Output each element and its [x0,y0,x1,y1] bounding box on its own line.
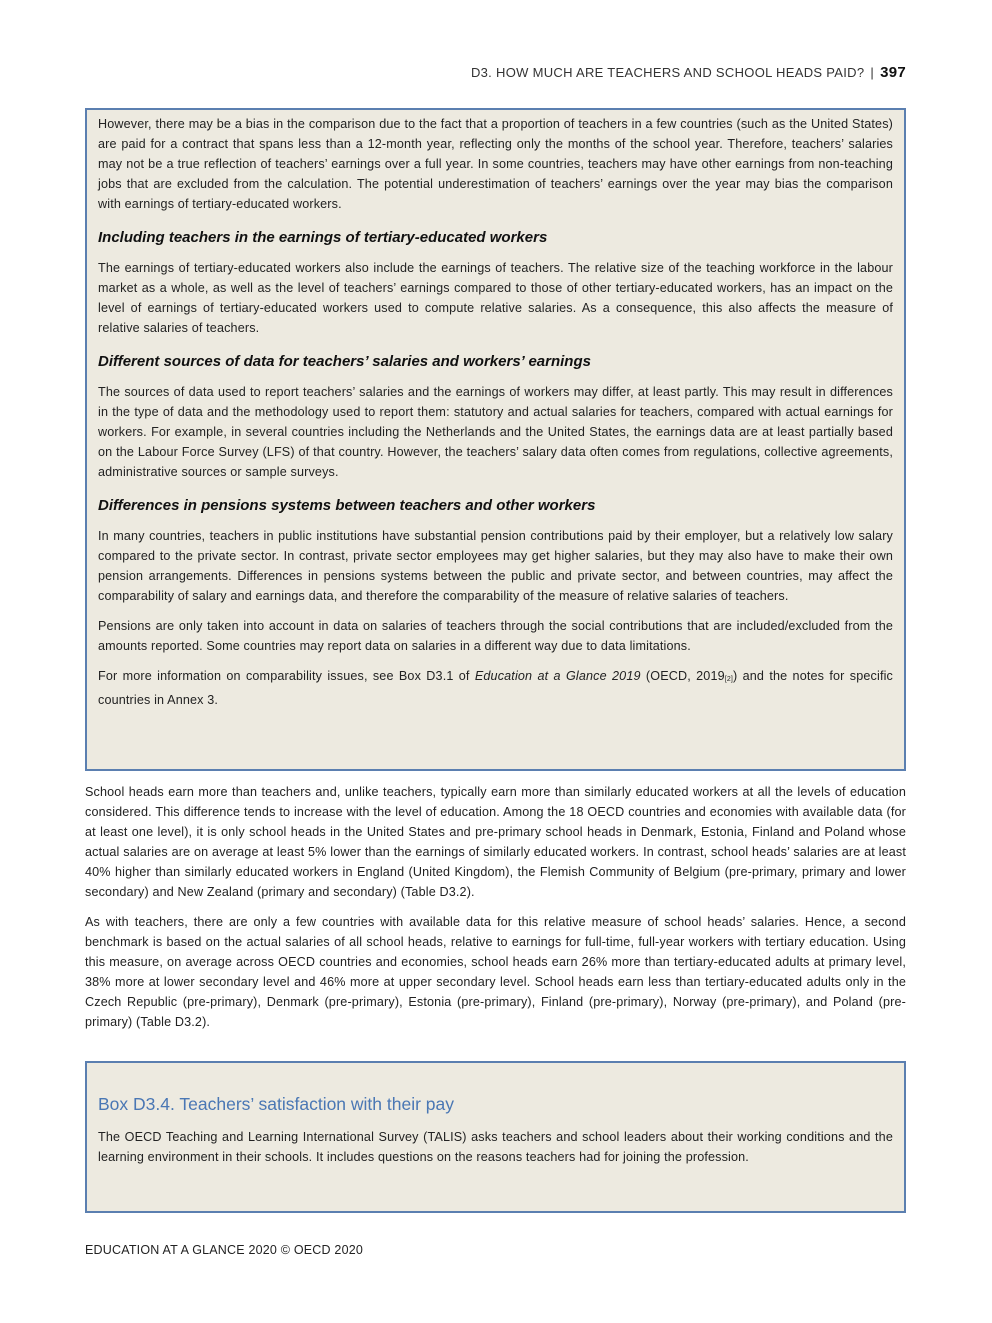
box-title: Box D3.4. Teachers’ satisfaction with their pay [98,1094,455,1114]
more-info-cite: (OECD, 2019 [640,669,725,683]
section-paragraph-pension-systems-1: In many countries, teachers in public institutions have substantial pension contributions paid by their employer, but a relatively low salary compared to the private sector. In contrast, private sector employees may get higher salaries, but they may also have to make their own pension arrangements. Differences in pensions systems between the public and private sector, and between countries, may affect the comparability of salary and earnings data, and therefore the comparability of the measure of relative salaries of teachers. [98,529,893,603]
page-header [86,64,906,81]
comparability-box [85,108,906,771]
school-heads-paragraph: School heads earn more than teachers and, unlike teachers, typically earn more than similarly educated workers at all the levels of education considered. This difference tends to increase with the level of education. Among the 18 OECD countries and economies with available data (for at least one level), it is only school heads in the United States and pre-primary school heads in Denmark, Estonia, Finland and Poland whose actual salaries are on average at least 5% lower than the earnings of similarly educated workers. In contrast, school heads’ salaries are at least 40% higher than similarly educated workers in England (United Kingdom), the Flemish Community of Belgium (pre-primary, primary and lower secondary) and New Zealand (primary and secondary) (Table D3.2). [85,785,906,899]
box-intro-paragraph: However, there may be a bias in the comparison due to the fact that a proportion of teachers in a few countries (such as the United States) are paid for a contract that spans less than a 12-month year, reflecting only the months of the school year. Therefore, teachers’ salaries may not be a true reflection of teachers’ earnings over a full year. In some countries, teachers may have other earnings from non-teaching jobs that are excluded from the calculation. The potential underestimation of teachers’ earnings over the year may bias the comparison with earnings of tertiary-educated workers. [98,117,893,211]
section-paragraph-teachers-in-earnings: The earnings of tertiary-educated workers also include the earnings of teachers. The relative size of the teaching workforce in the labour market as a whole, as well as the level of teachers’ earnings compared to those of other tertiary-educated workers, has an impact on the level of earnings of tertiary-educated workers used to compute relative salaries. As a consequence, this also affects the measure of relative salaries of teachers. [98,261,893,335]
box-paragraph: The OECD Teaching and Learning International Survey (TALIS) asks teachers and school leaders about their working conditions and the learning environment in their schools. It includes questions on the reasons teachers had for joining the profession. [98,1130,893,1164]
publication-title: Education at a Glance 2019 [474,669,641,683]
section-heading-data-sources: Different sources of data for teachers’ salaries and workers’ earnings [98,353,591,370]
more-info-paragraph [98,666,893,710]
page-number: 397 [880,64,906,81]
header-separator: | [870,65,875,80]
more-info-suffix: ) and the notes for specific countries in Annex 3. [98,669,893,707]
section-heading-teachers-in-earnings: Including teachers in the earnings of tertiary-educated workers [98,229,548,246]
reference-link[interactable]: [2] [724,676,733,683]
teachers-satisfaction-box [85,1061,906,1213]
more-info-prefix: For more information on comparability issues, see Box D3.1 of [98,669,475,683]
chapter-title: D3. HOW MUCH ARE TEACHERS AND SCHOOL HEADS PAID? [470,65,865,80]
section-paragraph-pension-systems-2: Pensions are only taken into account in data on salaries of teachers through the social contributions that are included/excluded from the amounts reported. Some countries may report data on salaries in a different way due to data limitations. [98,619,893,653]
school-heads-benchmark-paragraph: As with teachers, there are only a few countries with available data for this relative measure of school heads’ salaries. Hence, a second benchmark is based on the actual salaries of all school heads, relative to earnings for full-time, full-year workers with tertiary education. Using this measure, on average across OECD countries and economies, school heads earn 26% more than tertiary-educated adults at primary level, 38% more at lower secondary level and 46% more at upper secondary level. School heads earn less than tertiary-educated adults only in the Czech Republic (pre-primary), Denmark (pre-primary), Estonia (pre-primary), Finland (pre-primary), Norway (pre-primary), and Poland (pre-primary) (Table D3.2). [85,915,906,1029]
section-heading-pension-systems: Differences in pensions systems between teachers and other workers [98,497,596,514]
main-text [85,782,906,1042]
section-paragraph-data-sources: The sources of data used to report teachers’ salaries and the earnings of workers may differ, at least partly. This may result in differences in the type of data and the methodology used to report them: statutory and actual salaries for teachers, compared with actual earnings for workers. For example, in several countries including the Netherlands and the United States, the earnings data are at least partially based on the Labour Force Survey (LFS) of that country. However, the teachers’ salary data often comes from regulations, collective agreements, administrative sources or sample surveys. [98,385,893,479]
page-footer: EDUCATION AT A GLANCE 2020 © OECD 2020 [85,1243,364,1257]
